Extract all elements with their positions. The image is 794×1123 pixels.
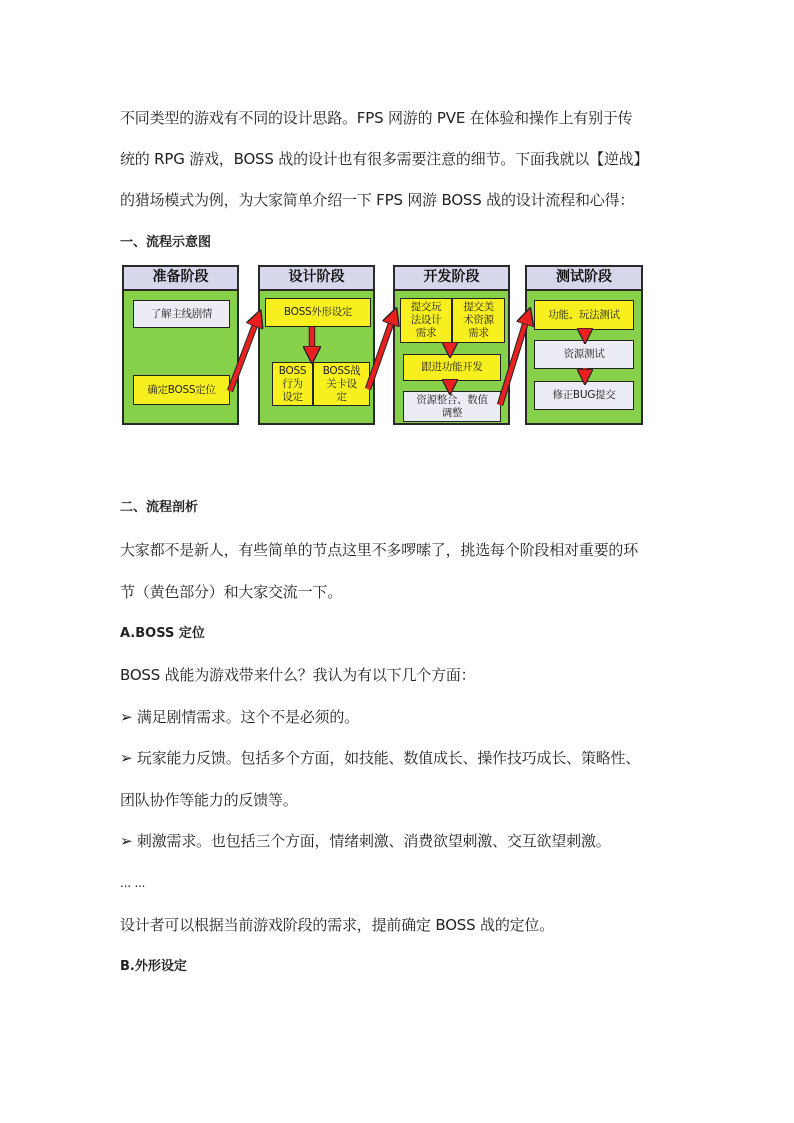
section-2-line-1: 大家都不是新人，有些简单的节点这里不多啰嗦了，挑选每个阶段相对重要的环 xyxy=(120,541,639,559)
stage-prepare-title: 准备阶段 xyxy=(124,267,237,291)
stage-testing xyxy=(525,265,643,425)
sub-a-conclusion: 设计者可以根据当前游戏阶段的需求，提前确定 BOSS 战的定位。 xyxy=(120,916,555,934)
sub-a-bullet-1: ➢ 满足剧情需求。这个不是必须的。 xyxy=(120,708,359,726)
box-resource-test: 资源测试 xyxy=(534,340,634,369)
intro-line-1: 不同类型的游戏有不同的设计思路。FPS 网游的 PVE 在体验和操作上有别于传 xyxy=(120,109,633,127)
intro-line-3: 的猎场模式为例，为大家简单介绍一下 FPS 网游 BOSS 战的设计流程和心得： xyxy=(120,191,635,209)
section-1-heading: 一、流程示意图 xyxy=(120,235,212,250)
stage-development-title: 开发阶段 xyxy=(395,267,508,291)
box-art-request: 提交美 术资源 需求 xyxy=(452,298,505,343)
intro-line-2: 统的 RPG 游戏，BOSS 战的设计也有很多需要注意的细节。下面我就以【逆战】 xyxy=(120,150,649,168)
stage-testing-title: 测试阶段 xyxy=(527,267,641,291)
box-learn-storyline: 了解主线剧情 xyxy=(133,300,230,328)
sub-b-heading: B.外形设定 xyxy=(120,959,187,974)
stage-design-title: 设计阶段 xyxy=(260,267,373,291)
box-function-test: 功能、玩法测试 xyxy=(534,300,634,330)
stage-design xyxy=(258,265,375,425)
box-boss-level: BOSS战 关卡设 定 xyxy=(313,362,370,406)
box-boss-appearance: BOSS外形设定 xyxy=(265,298,371,327)
box-resource-integration: 资源整合、数值 调整 xyxy=(403,391,501,422)
section-2-heading: 二、流程剖析 xyxy=(120,500,199,515)
box-boss-behavior: BOSS 行为 设定 xyxy=(272,362,313,406)
box-follow-dev: 跟进功能开发 xyxy=(403,354,501,381)
box-bug-fix: 修正BUG提交 xyxy=(534,381,634,410)
box-boss-positioning: 确定BOSS定位 xyxy=(133,375,230,405)
sub-a-ellipsis: ... ... xyxy=(120,876,146,890)
stage-development xyxy=(393,265,510,425)
flow-diagram xyxy=(122,265,647,427)
sub-a-question: BOSS 战能为游戏带来什么？我认为有以下几个方面： xyxy=(120,666,476,684)
sub-a-bullet-2-line-1: ➢ 玩家能力反馈。包括多个方面，如技能、数值成长、操作技巧成长、策略性、 xyxy=(120,749,641,767)
sub-a-bullet-3: ➢ 刺激需求。也包括三个方面，情绪刺激、消费欲望刺激、交互欲望刺激。 xyxy=(120,832,611,850)
section-2-line-2: 节（黄色部分）和大家交流一下。 xyxy=(120,583,343,601)
box-gameplay-request: 提交玩 法设计 需求 xyxy=(400,298,452,343)
stage-prepare xyxy=(122,265,239,425)
sub-a-bullet-2-line-2: 团队协作等能力的反馈等。 xyxy=(120,791,298,809)
sub-a-heading: A.BOSS 定位 xyxy=(120,626,205,641)
